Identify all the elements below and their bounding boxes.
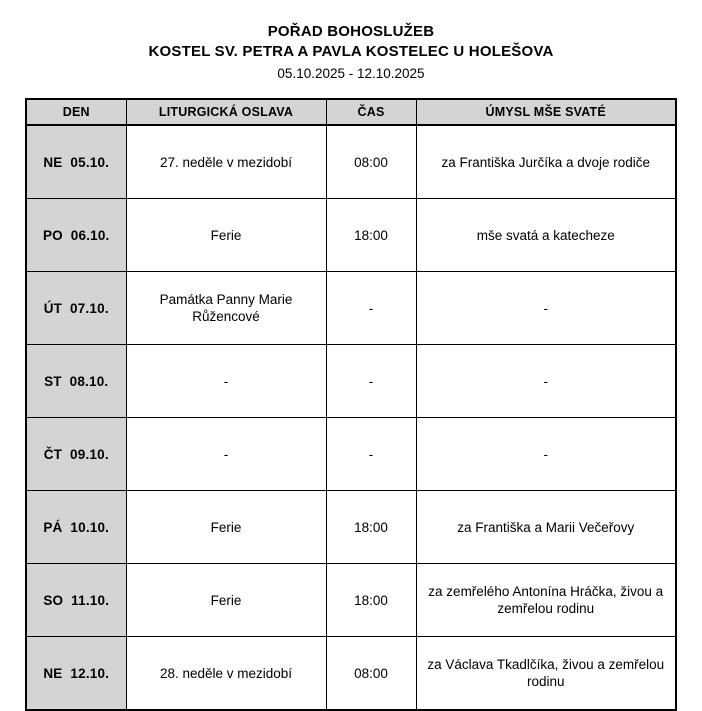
cell-time: 08:00 <box>326 125 416 199</box>
table-row <box>26 272 676 345</box>
cell-feast: - <box>126 345 326 418</box>
cell-feast: Ferie <box>126 564 326 637</box>
document-header <box>0 0 702 84</box>
cell-time: - <box>326 418 416 491</box>
column-header-feast: LITURGICKÁ OSLAVA <box>126 99 326 125</box>
cell-feast: 27. neděle v mezidobí <box>126 125 326 199</box>
cell-intent: - <box>416 272 676 345</box>
cell-intent: za Františka a Marii Večeřovy <box>416 491 676 564</box>
schedule-table <box>25 98 677 711</box>
cell-intent: za zemřelého Antonína Hráčka, živou a zemřelou rodinu <box>416 564 676 637</box>
table-row <box>26 418 676 491</box>
cell-feast: Ferie <box>126 199 326 272</box>
cell-time: 18:00 <box>326 199 416 272</box>
cell-feast: - <box>126 418 326 491</box>
cell-intent: za Františka Jurčíka a dvoje rodiče <box>416 125 676 199</box>
cell-time: 08:00 <box>326 637 416 711</box>
cell-day: ST 08.10. <box>26 345 126 418</box>
cell-intent: - <box>416 345 676 418</box>
table-row <box>26 199 676 272</box>
cell-intent: za Václava Tkadlčíka, živou a zemřelou rodinu <box>416 637 676 711</box>
cell-intent: mše svatá a katecheze <box>416 199 676 272</box>
cell-day: NE 12.10. <box>26 637 126 711</box>
table-header-row-group <box>26 99 676 125</box>
cell-time: - <box>326 272 416 345</box>
cell-day: PO 06.10. <box>26 199 126 272</box>
cell-time: - <box>326 345 416 418</box>
table-row <box>26 491 676 564</box>
cell-time: 18:00 <box>326 491 416 564</box>
cell-day: ÚT 07.10. <box>26 272 126 345</box>
date-range: 05.10.2025 - 12.10.2025 <box>277 66 425 81</box>
cell-intent: - <box>416 418 676 491</box>
column-header-time: ČAS <box>326 99 416 125</box>
cell-day: NE 05.10. <box>26 125 126 199</box>
cell-day: PÁ 10.10. <box>26 491 126 564</box>
column-header-day: DEN <box>26 99 126 125</box>
table-header-row <box>26 99 676 125</box>
cell-day: SO 11.10. <box>26 564 126 637</box>
schedule-table-wrapper <box>25 98 677 711</box>
table-body <box>26 125 676 710</box>
cell-feast: Památka Panny Marie Růžencové <box>126 272 326 345</box>
cell-feast: 28. neděle v mezidobí <box>126 637 326 711</box>
cell-feast: Ferie <box>126 491 326 564</box>
page-subtitle-church: KOSTEL SV. PETRA A PAVLA KOSTELEC U HOLEŠOVA <box>148 43 554 60</box>
table-row <box>26 564 676 637</box>
table-row <box>26 345 676 418</box>
page-title: POŘAD BOHOSLUŽEB <box>267 23 435 40</box>
cell-day: ČT 09.10. <box>26 418 126 491</box>
column-header-intent: ÚMYSL MŠE SVATÉ <box>416 99 676 125</box>
table-row <box>26 637 676 711</box>
table-row <box>26 125 676 199</box>
cell-time: 18:00 <box>326 564 416 637</box>
